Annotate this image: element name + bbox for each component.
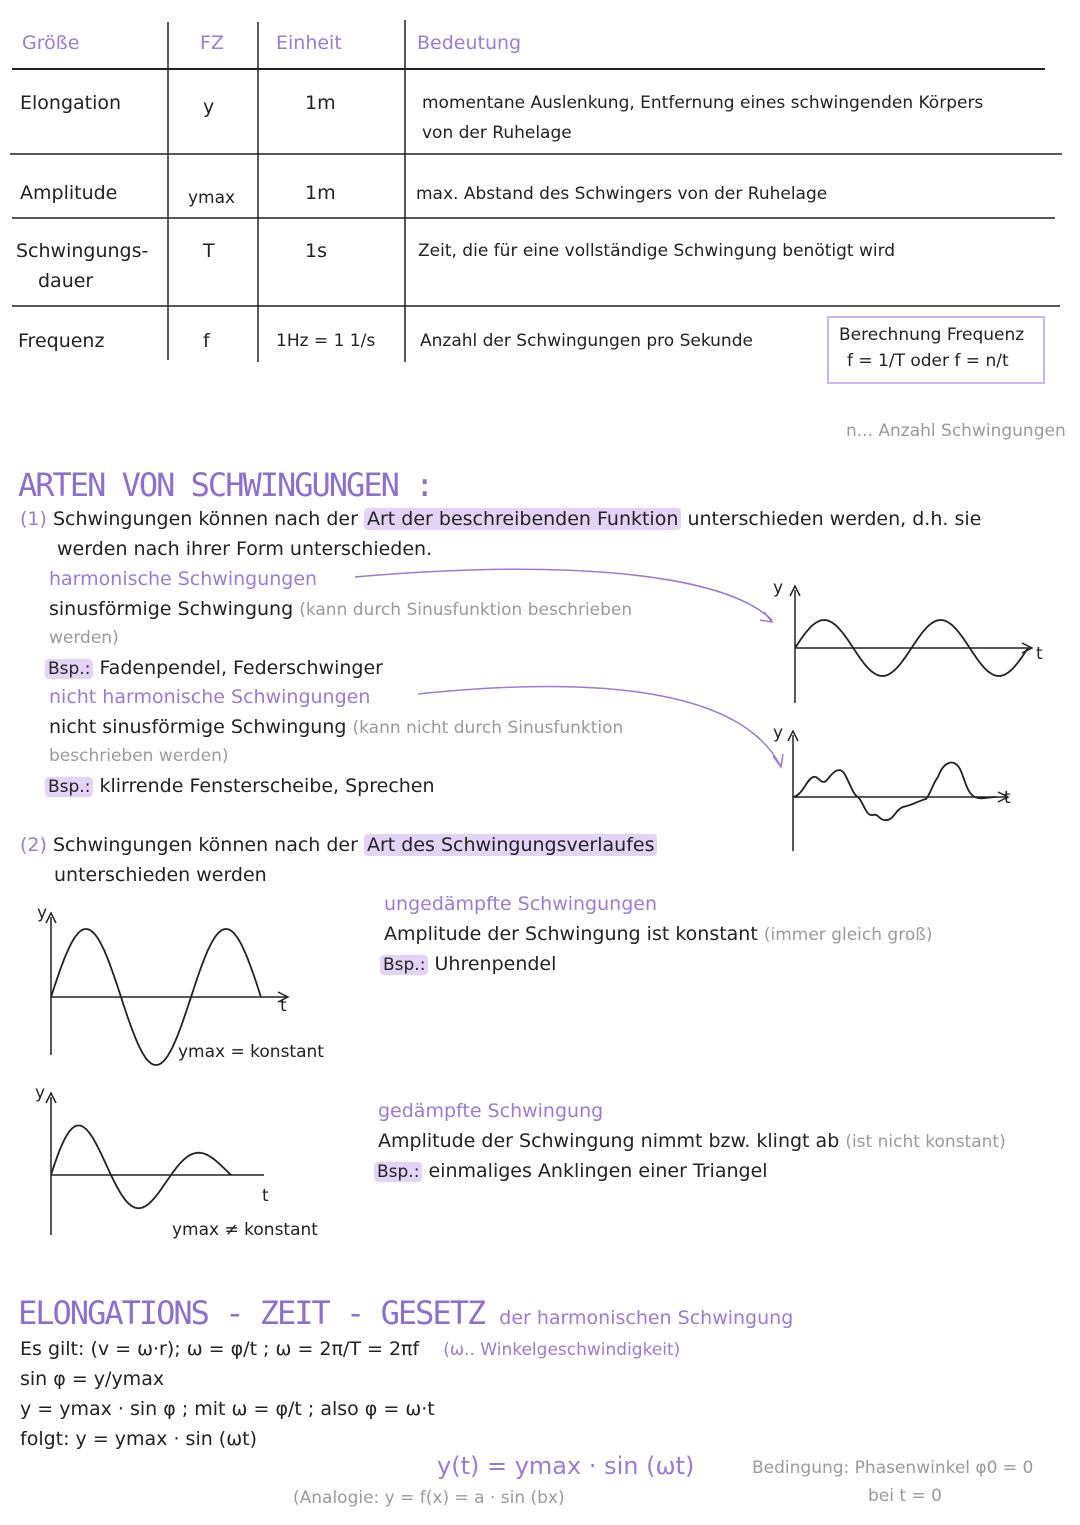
graph-nonharmonic-axis-t: t [1004,788,1011,808]
gesetz-line-3: y = ymax · sin φ ; mit ω = φ/t ; also φ = ω·t [20,1398,435,1420]
harm-bsp: Fadenpendel, Federschwinger [99,657,383,679]
graph-damped-axis-y: y [35,1083,46,1103]
ged-bsp-line [374,1160,768,1182]
nharm-line [49,716,623,738]
row-frequenz-groesse: Frequenz [18,330,105,352]
formula-box-formula: f = 1/T oder f = n/t [847,351,1009,371]
row-frequenz-fz: f [203,330,210,352]
row-amplitude-bedeutung: max. Abstand des Schwingers von der Ruhelage [416,184,828,204]
gesetz-title: ELONGATIONS - ZEIT - GESETZ [18,1294,485,1332]
nharm-bsp-line [45,775,435,797]
p2-line-1 [20,834,657,856]
graph-nonharmonic [778,725,1058,855]
nharm-note-2: beschrieben werden) [49,746,229,766]
ged-line [378,1130,1006,1152]
unged-note: (immer gleich groß) [763,925,933,945]
row-elongation-bedeutung-1: momentane Auslenkung, Entfernung eines schwingenden Körpers [422,93,984,113]
gesetz-line-1 [20,1338,680,1360]
bedingung-2: bei t = 0 [868,1486,942,1506]
row-amplitude-einheit: 1m [305,182,336,204]
p2-text-a: Schwingungen können nach der [52,834,358,856]
graph-harmonic [780,578,1060,708]
graph-harmonic-axis-y: y [773,578,784,598]
unged-title: ungedämpfte Schwingungen [384,893,657,915]
row-elongation-bedeutung-2: von der Ruhelage [422,123,572,143]
nharm-bsp-label: Bsp.: [45,777,93,797]
ged-bsp: einmaliges Anklingen einer Triangel [428,1160,768,1182]
row-dauer-groesse-2: dauer [38,270,94,292]
main-formula: y(t) = ymax · sin (ωt) [437,1452,695,1480]
harm-bsp-label: Bsp.: [45,659,93,679]
nharm-note-1: (kann nicht durch Sinusfunktion [352,718,624,738]
row-amplitude-groesse: Amplitude [20,182,118,204]
harm-note-2: werden) [49,628,119,648]
formula-box-title: Berechnung Frequenz [839,325,1025,345]
header-groesse: Größe [22,32,80,54]
graph-harmonic-axis-t: t [1036,644,1043,664]
row-elongation-fz: y [203,96,215,118]
row-frequenz-bedeutung: Anzahl der Schwingungen pro Sekunde [420,331,753,351]
gesetz-title-line [18,1294,793,1332]
p1-text-b: unterschieden werden, d.h. sie [687,508,982,530]
gesetz-line-1-text: Es gilt: (v = ω·r); ω = φ/t ; ω = 2π/T = 2πf [20,1338,420,1360]
ged-text: Amplitude der Schwingung nimmt bzw. klingt ab [378,1130,840,1152]
row-dauer-fz: T [203,240,215,262]
graph-nonharmonic-axis-y: y [773,723,784,743]
row-dauer-einheit: 1s [305,240,327,262]
header-bedeutung: Bedeutung [417,32,522,54]
analogie: (Analogie: y = f(x) = a · sin (bx) [293,1488,565,1508]
ged-title: gedämpfte Schwingung [378,1100,604,1122]
table-footnote: n... Anzahl Schwingungen [846,421,1066,441]
graph-damped-label: ymax ≠ konstant [172,1220,318,1240]
p1-text-a: Schwingungen können nach der [52,508,358,530]
graph-undamped [36,905,336,1065]
row-dauer-groesse-1: Schwingungs- [16,240,149,262]
nharm-text: nicht sinusförmige Schwingung [49,716,347,738]
unged-bsp-label: Bsp.: [380,955,428,975]
p1-line-2: werden nach ihrer Form unterschieden. [57,538,433,560]
harm-line [49,598,632,620]
header-fz: FZ [200,32,224,54]
harm-title: harmonische Schwingungen [49,568,318,590]
frequency-formula-box [827,316,1045,384]
header-einheit: Einheit [276,32,342,54]
section-title-arten: ARTEN VON SCHWINGUNGEN : [18,466,433,504]
harm-bsp-line [45,657,383,679]
graph-damped-axis-t: t [262,1186,269,1206]
p2-highlight: Art des Schwingungsverlaufes [364,834,658,856]
unged-bsp: Uhrenpendel [434,953,557,975]
row-elongation-groesse: Elongation [20,92,122,114]
p2-line-2: unterschieden werden [54,864,267,886]
ged-bsp-label: Bsp.: [374,1162,422,1182]
graph-undamped-label: ymax = konstant [178,1042,324,1062]
unged-line [384,923,933,945]
graph-undamped-axis-y: y [37,903,48,923]
unged-bsp-line [380,953,556,975]
gesetz-line-4: folgt: y = ymax · sin (ωt) [20,1428,257,1450]
graph-undamped-axis-t: t [280,996,287,1016]
ged-note: (ist nicht konstant) [845,1132,1006,1152]
harm-text: sinusförmige Schwingung [49,598,294,620]
nharm-title: nicht harmonische Schwingungen [49,686,371,708]
row-amplitude-fz: ymax [188,188,236,208]
p1-number: (1) [20,508,47,530]
unged-text: Amplitude der Schwingung ist konstant [384,923,758,945]
gesetz-line-2: sin φ = y/ymax [20,1368,165,1390]
bedingung-1: Bedingung: Phasenwinkel φ0 = 0 [752,1458,1034,1478]
row-dauer-bedeutung: Zeit, die für eine vollständige Schwingung benötigt wird [418,241,896,261]
gesetz-line-1-note: (ω.. Winkelgeschwindigkeit) [443,1340,681,1360]
nharm-bsp: klirrende Fensterscheibe, Sprechen [99,775,435,797]
row-frequenz-einheit: 1Hz = 1 1/s [276,331,376,351]
p2-number: (2) [20,834,47,856]
gesetz-subtitle: der harmonischen Schwingung [499,1307,794,1329]
harm-note-1: (kann durch Sinusfunktion beschrieben [299,600,633,620]
row-elongation-einheit: 1m [305,92,336,114]
p1-line-1 [20,508,981,530]
p1-highlight: Art der beschreibenden Funktion [364,508,681,530]
